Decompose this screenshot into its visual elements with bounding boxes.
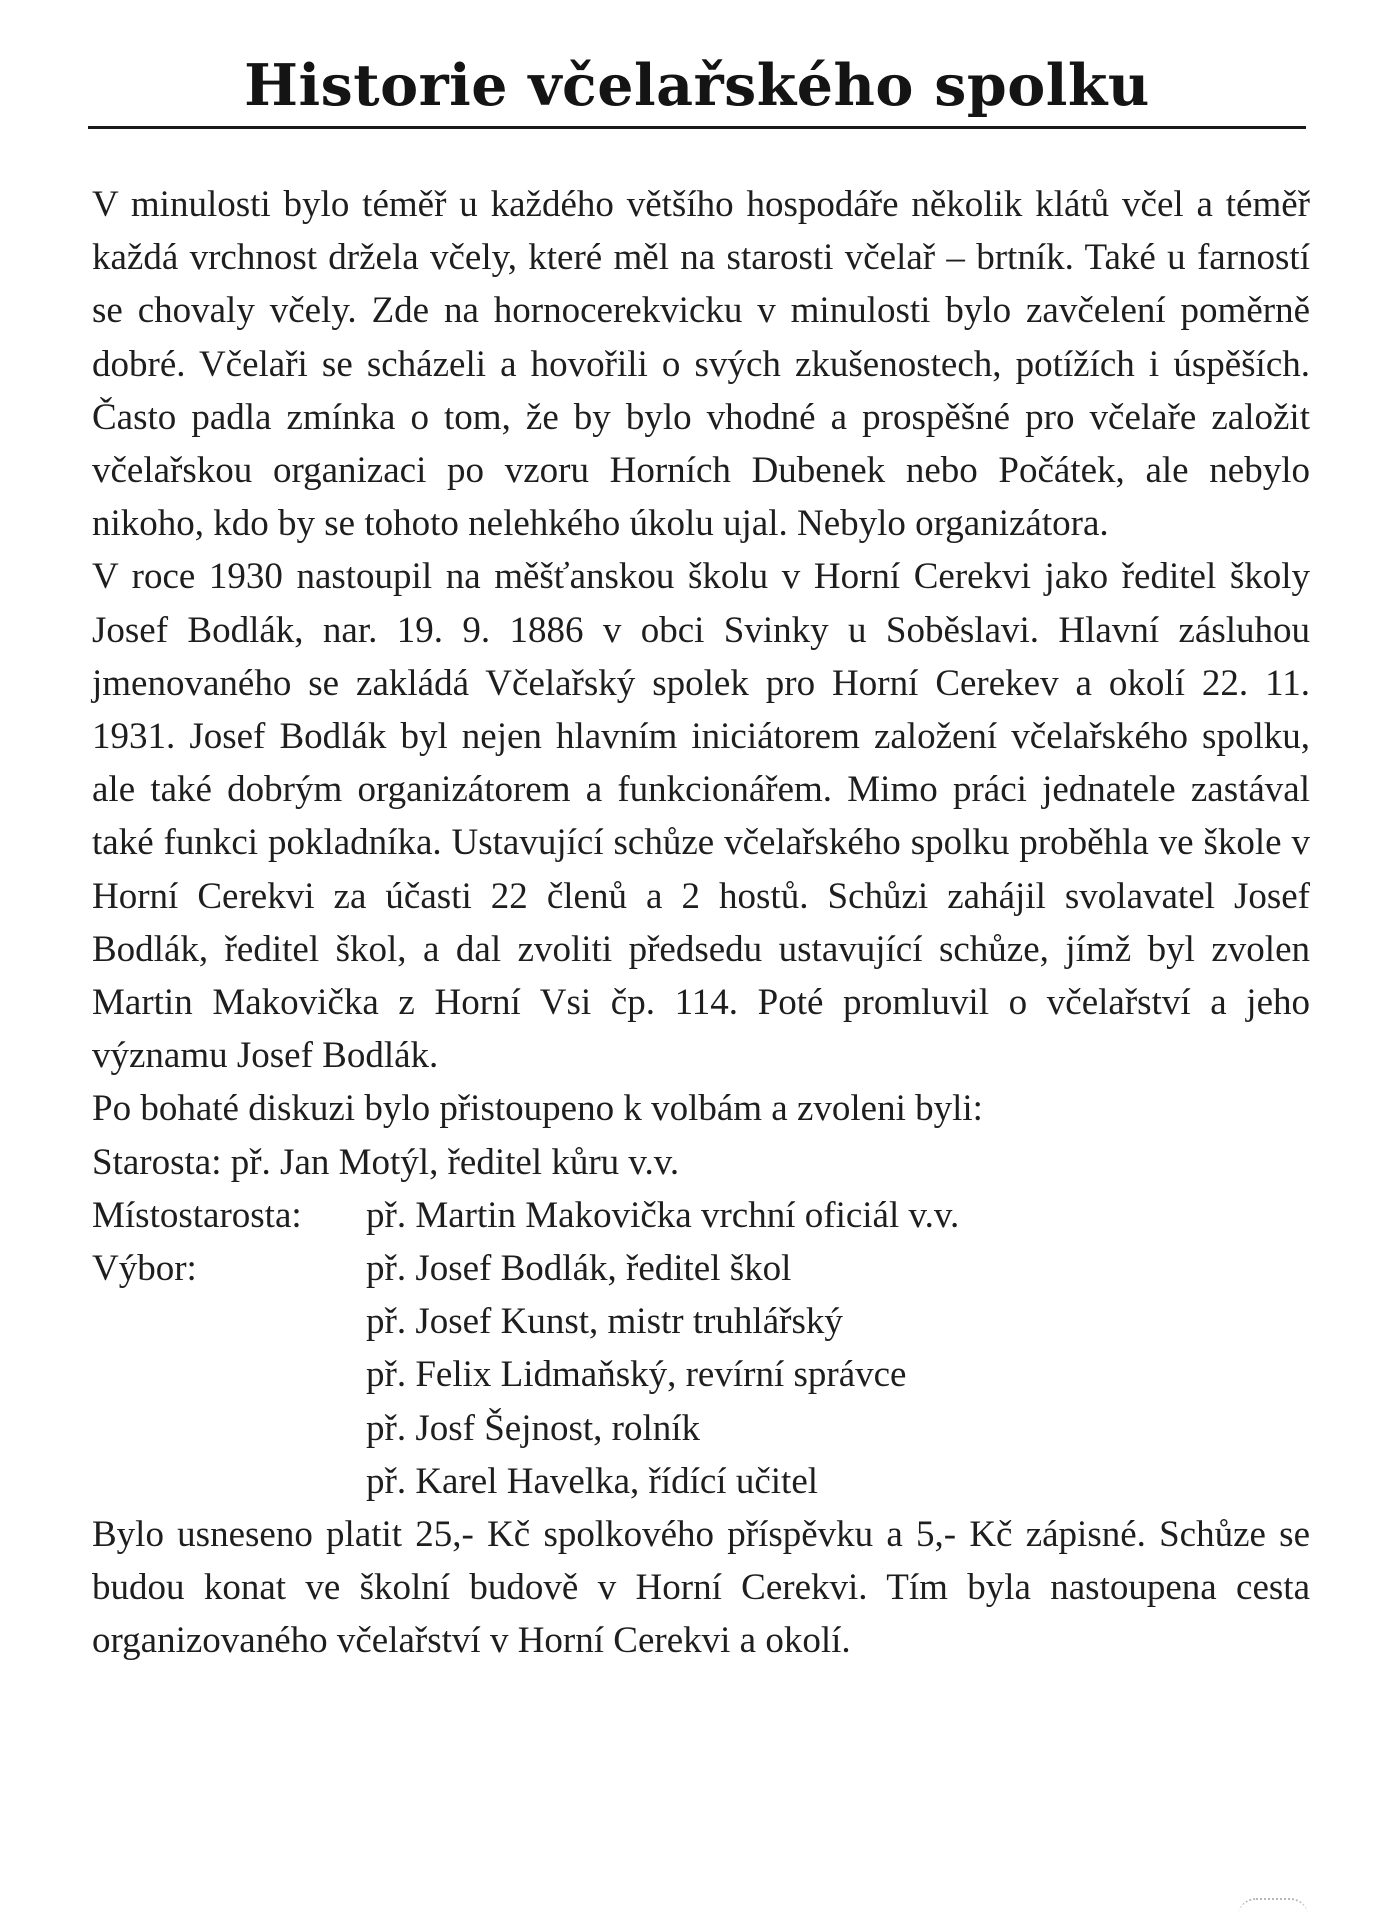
officer-role	[92, 1295, 366, 1348]
officer-role	[92, 1402, 366, 1455]
officer-row	[92, 1455, 1310, 1508]
officer-starosta: Starosta: př. Jan Motýl, ředitel kůru v.v.	[92, 1141, 680, 1183]
page-title: Historie včelařského spolku	[244, 52, 1150, 119]
page-corner-ornament	[1238, 1898, 1308, 1922]
article-body	[92, 178, 1310, 1668]
officer-role	[92, 1348, 366, 1401]
officer-name: př. Karel Havelka, řídící učitel	[366, 1460, 819, 1502]
paragraph-closing: Bylo usneseno platit 25,- Kč spolkového příspěvku a 5,- Kč zápisné. Schůze se budou konat ve školní budově v Horní Cerekvi. Tím byla nastoupena cesta organizovaného včelařství v Horní Cerekvi a okolí.	[92, 1514, 1310, 1662]
paragraph-history-intro: V minulosti bylo téměř u každého většího hospodáře několik klátů včel a téměř každá vrchnost držela včely, které měl na starosti včelař – brtník. Také u farností se chovaly včely. Zde na hornocerekvicku v minulosti bylo zavčelení poměrně dobré. Včelaři se scházeli a hovořili o svých zkušenostech, potížích i úspěších. Často padla zmínka o tom, že by bylo vhodné a prospěšné pro včelaře založit včelařskou organizaci po vzoru Horních Dubenek nebo Počátek, ale nebylo nikoho, kdo by se tohoto nelehkého úkolu ujal. Nebylo organizátora.	[92, 184, 1310, 545]
officer-row	[92, 1189, 1310, 1242]
paragraph-founding: V roce 1930 nastoupil na měšťanskou školu v Horní Cerekvi jako ředitel školy Josef Bodlák, nar. 19. 9. 1886 v obci Svinky u Soběslavi. Hlavní zásluhou jmenovaného se zakládá Včelařský spolek pro Horní Cerekev a okolí 22. 11. 1931. Josef Bodlák byl nejen hlavním iniciátorem založení včelařského spolku, ale také dobrým organizátorem a funkcionářem. Mimo práci jednatele zastával také funkci pokladníka. Ustavující schůze včelařského spolku proběhla ve škole v Horní Cerekvi za účasti 22 členů a 2 hostů. Schůzi zahájil svolavatel Josef Bodlák, ředitel škol, a dal zvoliti předsedu ustavující schůze, jímž byl zvolen Martin Makovička z Horní Vsi čp. 114. Poté promluvil o včelařství a jeho významu Josef Bodlák.	[92, 556, 1310, 1077]
officer-name: př. Felix Lidmaňský, revírní správce	[366, 1354, 907, 1396]
officer-row	[92, 1242, 1310, 1295]
paragraph-election-intro: Po bohaté diskuzi bylo přistoupeno k volbám a zvoleni byli:	[92, 1088, 983, 1130]
officer-name: př. Martin Makovička vrchní oficiál v.v.	[366, 1194, 960, 1236]
officer-row	[92, 1348, 1310, 1401]
officer-name: př. Josef Bodlák, ředitel škol	[366, 1248, 792, 1290]
officer-role	[92, 1455, 366, 1508]
officer-row	[92, 1402, 1310, 1455]
officer-role: Místostarosta:	[92, 1194, 302, 1236]
title-underline	[88, 126, 1306, 129]
officer-row	[92, 1295, 1310, 1348]
officer-name: př. Josef Kunst, mistr truhlářský	[366, 1301, 843, 1343]
officer-name: př. Josf Šejnost, rolník	[366, 1407, 701, 1449]
officer-list	[92, 1189, 1310, 1508]
officer-role: Výbor:	[92, 1248, 197, 1290]
